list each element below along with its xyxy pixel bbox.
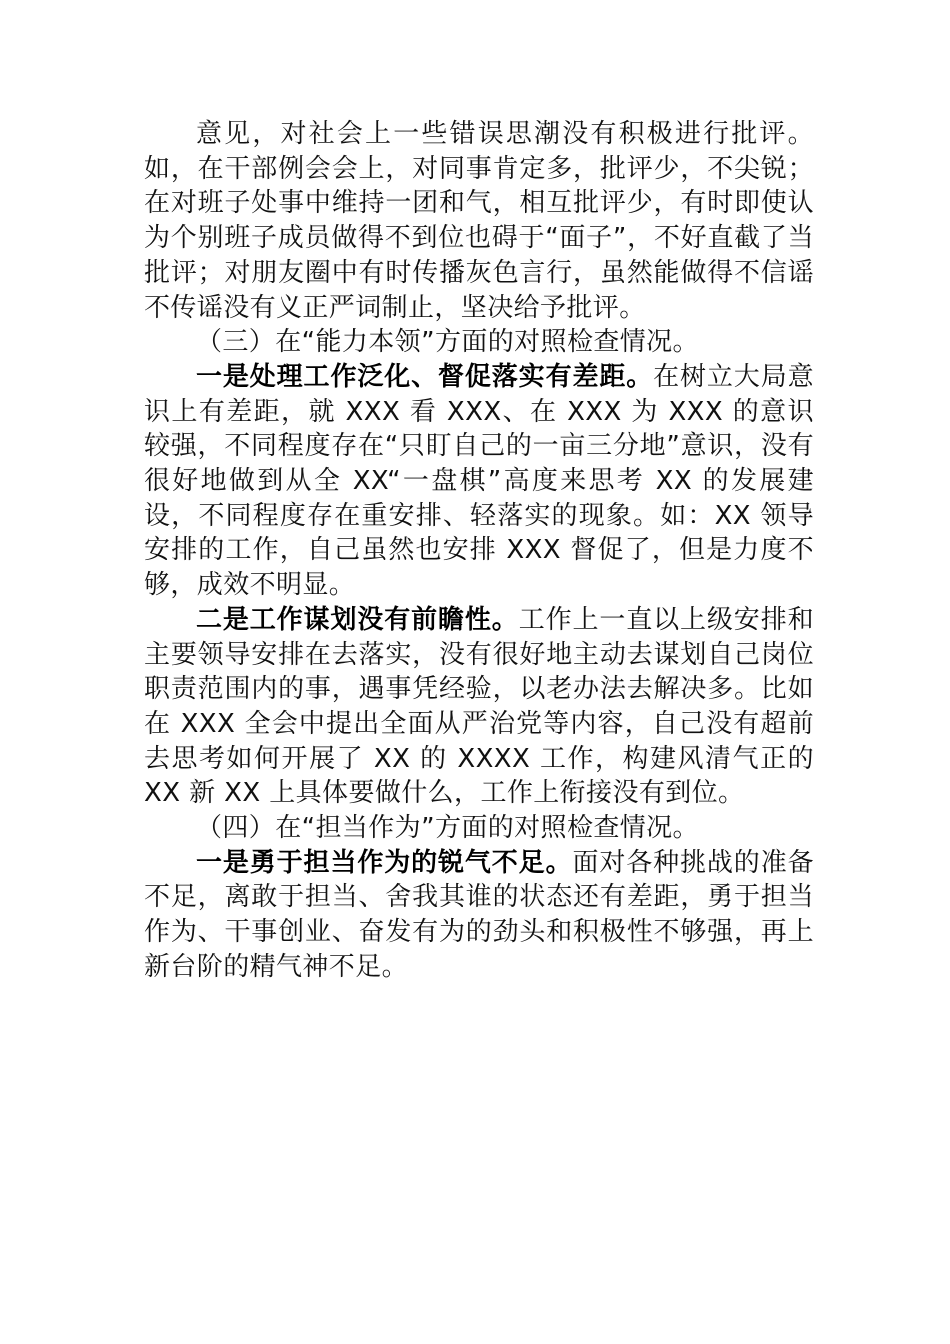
paragraph-criticism	[144, 117, 814, 325]
item-lead-text: 一是勇于担当作为的锐气不足。	[196, 847, 573, 878]
item-lead-text: 一是处理工作泛化、督促落实有差距。	[196, 361, 654, 392]
section-heading-responsibility	[144, 811, 814, 846]
section-heading-ability	[144, 325, 814, 360]
paragraph-item-1	[144, 360, 814, 603]
item-body-text: 面对各种挑战的准备不足，离敢于担当、舍我其谁的状态还有差距，勇于担当作为、干事创业、奋发有为的劲头和积极性不够强，再上新台阶的精气神不足。	[144, 847, 814, 982]
paragraph-text: 意见，对社会上一些错误思潮没有积极进行批评。如，在干部例会会上，对同事肯定多，批评少，不尖锐；在对班子处事中维持一团和气，相互批评少，有时即使认为个别班子成员做得不到位也碍于“面子”，不好直截了当批评；对朋友圈中有时传播灰色言行，虽然能做得不信谣不传谣没有义正严词制止，坚决给予批评。	[144, 119, 814, 323]
heading-text: （四）在“担当作为”方面的对照检查情况。	[196, 813, 699, 844]
item-body-text: 在树立大局意识上有差距，就 XXX 看 XXX、在 XXX 为 XXX 的意识较强，不同程度存在“只盯自己的一亩三分地”意识，没有很好地做到从全 XX“一盘棋”高度来思考 XX 的发展建设，不同程度存在重安排、轻落实的现象。如：XX 领导安排的工作，自己虽然也安排 XXX 督促了，但是力度不够，成效不明显。	[144, 361, 814, 601]
paragraph-item-2	[144, 603, 814, 811]
item-body-text: 工作上一直以上级安排和主要领导安排在去落实，没有很好地主动去谋划自己岗位职责范围内的事，遇事凭经验，以老办法去解决多。比如在 XXX 全会中提出全面从严治党等内容，自己没有超前去思考如何开展了 XX 的 XXXX 工作，构建风清气正的 XX 新 XX 上具体要做什么，工作上衔接没有到位。	[144, 604, 814, 809]
document-body	[144, 117, 814, 985]
item-lead-text: 二是工作谋划没有前瞻性。	[196, 604, 519, 635]
heading-text: （三）在“能力本领”方面的对照检查情况。	[196, 327, 699, 358]
paragraph-item-3	[144, 846, 814, 985]
